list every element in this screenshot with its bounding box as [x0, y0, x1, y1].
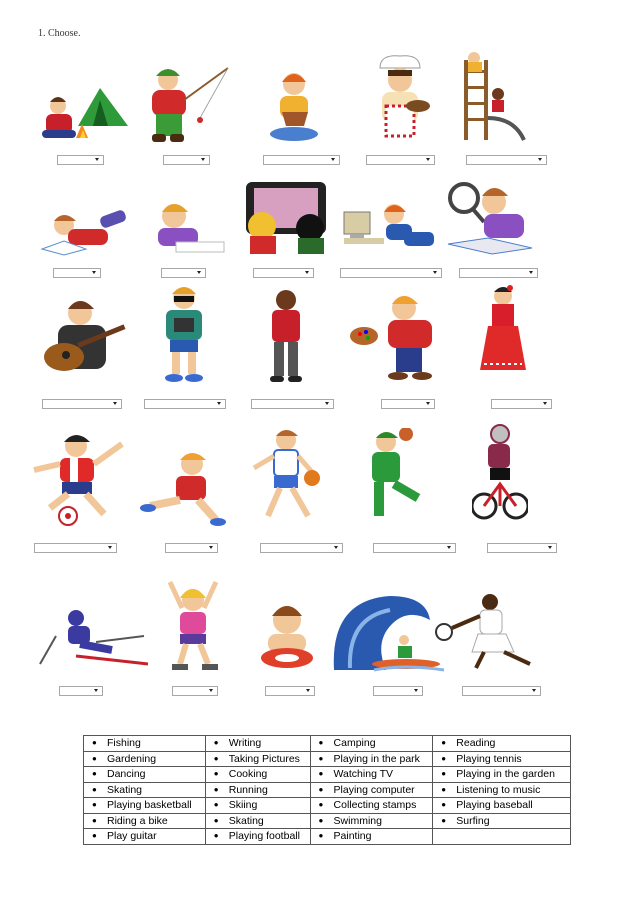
answer-dropdown-gardening[interactable] [263, 155, 340, 165]
answer-dropdown-running[interactable] [165, 543, 218, 553]
word-bank-item: Surfing [456, 814, 490, 827]
bullet-icon: ● [92, 831, 97, 841]
word-bank-item: Swimming [333, 814, 382, 827]
instruction: 1. Choose. [38, 28, 81, 39]
word-bank-item: Playing tennis [456, 752, 522, 765]
answer-dropdown-playing-computer[interactable] [340, 268, 442, 278]
word-bank-cell [205, 736, 310, 752]
word-bank-cell [433, 782, 571, 798]
word-bank-item: Skiing [228, 799, 258, 812]
riding-a-bike-picture [472, 424, 528, 528]
dropdown-arrow-icon [217, 402, 221, 405]
word-bank-item: Camping [333, 737, 376, 750]
answer-dropdown-watching-tv[interactable] [253, 268, 314, 278]
word-bank-item: Collecting stamps [333, 799, 417, 812]
answer-dropdown-fishing[interactable] [163, 155, 210, 165]
dropdown-arrow-icon [529, 271, 533, 274]
dropdown-arrow-icon [94, 689, 98, 692]
answer-dropdown-taking-pictures[interactable] [144, 399, 226, 409]
bullet-icon: ● [213, 784, 219, 794]
bullet-icon: ● [92, 784, 97, 794]
dropdown-arrow-icon [543, 402, 547, 405]
dropdown-arrow-icon [538, 158, 542, 161]
word-bank-row [84, 736, 571, 752]
word-bank-row [84, 829, 571, 845]
bullet-icon: ● [318, 738, 324, 748]
word-bank-cell [433, 751, 571, 767]
dropdown-arrow-icon [197, 271, 201, 274]
climbing-picture [454, 50, 530, 142]
reading-picture [38, 203, 134, 259]
bullet-icon: ● [92, 753, 97, 763]
word-bank-row [84, 767, 571, 783]
word-bank-cell [433, 829, 571, 845]
skating-picture [164, 578, 222, 674]
answer-dropdown-reading[interactable] [53, 268, 101, 278]
dropdown-arrow-icon [95, 158, 99, 161]
dropdown-arrow-icon [426, 402, 430, 405]
bullet-icon: ● [92, 815, 97, 825]
dropdown-arrow-icon [108, 546, 112, 549]
dropdown-arrow-icon [209, 689, 213, 692]
running-picture [140, 450, 226, 530]
word-bank-table [83, 735, 571, 845]
dropdown-arrow-icon [92, 271, 96, 274]
answer-dropdown-playing-baseball[interactable] [373, 543, 456, 553]
dropdown-arrow-icon [325, 402, 329, 405]
word-bank-cell [84, 782, 206, 798]
answer-dropdown-painting[interactable] [381, 399, 435, 409]
dropdown-arrow-icon [334, 546, 338, 549]
answer-dropdown-playing-tennis[interactable] [462, 686, 541, 696]
answer-dropdown-playing-basketball[interactable] [260, 543, 343, 553]
word-bank-cell [84, 767, 206, 783]
dropdown-arrow-icon [201, 158, 205, 161]
bullet-icon: ● [441, 815, 447, 825]
taking-pictures-picture [152, 284, 216, 384]
writing-picture [146, 198, 228, 256]
dropdown-arrow-icon [433, 271, 437, 274]
bullet-icon: ● [213, 738, 219, 748]
skiing-picture [36, 608, 152, 672]
answer-dropdown-collecting-stamps[interactable] [459, 268, 538, 278]
word-bank-row [84, 798, 571, 814]
word-bank-cell [310, 736, 433, 752]
bullet-icon: ● [441, 753, 447, 763]
word-bank-item: Cooking [228, 768, 268, 781]
dropdown-arrow-icon [306, 689, 310, 692]
word-bank-item: Playing in the park [333, 752, 420, 765]
bullet-icon: ● [318, 815, 324, 825]
dropdown-arrow-icon [532, 689, 536, 692]
word-bank-cell [310, 751, 433, 767]
word-bank-cell [433, 736, 571, 752]
word-bank-item: Running [228, 783, 268, 796]
dancing-picture [478, 284, 528, 382]
surfing-picture [330, 590, 446, 674]
answer-dropdown-cooking[interactable] [366, 155, 435, 165]
watching-tv-picture [240, 180, 332, 256]
playing-baseball-picture [360, 428, 432, 526]
word-bank-cell [310, 798, 433, 814]
dropdown-arrow-icon [414, 689, 418, 692]
play-guitar-picture [34, 295, 134, 381]
dropdown-arrow-icon [426, 158, 430, 161]
cooking-picture [366, 50, 434, 146]
word-bank-cell [310, 767, 433, 783]
playing-tennis-picture [434, 592, 540, 674]
answer-dropdown-writing[interactable] [161, 268, 206, 278]
standing-boy-picture [262, 288, 310, 384]
bullet-icon: ● [213, 831, 219, 841]
bullet-icon: ● [213, 769, 219, 779]
word-bank-cell [205, 798, 310, 814]
word-bank-item: Playing in the garden [456, 768, 555, 781]
word-bank-item: Fishing [107, 737, 141, 750]
word-bank-item: Painting [333, 830, 372, 843]
bullet-icon: ● [318, 769, 324, 779]
word-bank-item: Playing computer [333, 783, 415, 796]
dropdown-arrow-icon [447, 546, 451, 549]
bullet-icon: ● [92, 769, 97, 779]
dropdown-arrow-icon [209, 546, 213, 549]
bullet-icon: ● [213, 800, 219, 810]
bullet-icon: ● [441, 738, 447, 748]
answer-dropdown-dancing[interactable] [491, 399, 552, 409]
word-bank-cell [433, 813, 571, 829]
answer-dropdown-camping[interactable] [57, 155, 104, 165]
word-bank-cell [433, 798, 571, 814]
word-bank-cell [84, 736, 206, 752]
bullet-icon: ● [318, 831, 324, 841]
swimming-picture [258, 602, 316, 672]
bullet-icon: ● [318, 753, 324, 763]
word-bank-cell [84, 813, 206, 829]
answer-dropdown-surfing[interactable] [373, 686, 423, 696]
gardening-picture [264, 68, 326, 144]
word-bank-cell [84, 829, 206, 845]
answer-dropdown-standing-boy[interactable] [251, 399, 334, 409]
word-bank-cell [205, 767, 310, 783]
word-bank-item: Listening to music [456, 783, 541, 796]
bullet-icon: ● [441, 800, 447, 810]
word-bank-item: Playing basketball [107, 799, 192, 812]
word-bank-cell [205, 782, 310, 798]
bullet-icon: ● [441, 769, 447, 779]
word-bank-item: Reading [456, 737, 496, 750]
bullet-icon: ● [213, 753, 219, 763]
word-bank-item: Playing football [228, 830, 300, 843]
camping-picture [38, 82, 138, 148]
word-bank-item: Skating [107, 783, 143, 796]
word-bank-cell [205, 751, 310, 767]
playing-football-picture [30, 430, 130, 530]
word-bank-item: Dancing [107, 768, 146, 781]
answer-dropdown-swimming[interactable] [265, 686, 315, 696]
bullet-icon: ● [213, 815, 219, 825]
word-bank-cell [433, 767, 571, 783]
answer-dropdown-riding-a-bike[interactable] [487, 543, 557, 553]
word-bank-cell [310, 782, 433, 798]
word-bank-item: Gardening [107, 752, 157, 765]
answer-dropdown-skiing[interactable] [59, 686, 103, 696]
painting-picture [348, 290, 444, 382]
playing-basketball-picture [246, 428, 326, 528]
word-bank-cell [310, 813, 433, 829]
word-bank-row [84, 782, 571, 798]
bullet-icon: ● [318, 784, 324, 794]
word-bank-cell [205, 813, 310, 829]
word-bank-cell [310, 829, 433, 845]
answer-dropdown-play-guitar[interactable] [42, 399, 122, 409]
word-bank-item: Writing [228, 737, 262, 750]
word-bank-item: Play guitar [107, 830, 157, 843]
answer-dropdown-climbing[interactable] [466, 155, 547, 165]
bullet-icon: ● [92, 738, 97, 748]
playing-computer-picture [342, 198, 438, 256]
dropdown-arrow-icon [331, 158, 335, 161]
word-bank-row [84, 751, 571, 767]
answer-dropdown-skating[interactable] [172, 686, 218, 696]
word-bank-item: Playing baseball [456, 799, 533, 812]
word-bank-item: Skating [228, 814, 264, 827]
dropdown-arrow-icon [548, 546, 552, 549]
word-bank-item: Watching TV [333, 768, 394, 781]
bullet-icon: ● [92, 800, 97, 810]
bullet-icon: ● [318, 800, 324, 810]
answer-dropdown-playing-football[interactable] [34, 543, 117, 553]
fishing-picture [140, 62, 232, 146]
word-bank-item: Taking Pictures [228, 752, 300, 765]
bullet-icon: ● [441, 784, 447, 794]
dropdown-arrow-icon [113, 402, 117, 405]
word-bank-cell [84, 798, 206, 814]
dropdown-arrow-icon [305, 271, 309, 274]
word-bank-item: Riding a bike [107, 814, 168, 827]
word-bank-cell [84, 751, 206, 767]
word-bank-cell [205, 829, 310, 845]
word-bank-row [84, 813, 571, 829]
collecting-stamps-picture [444, 178, 536, 258]
